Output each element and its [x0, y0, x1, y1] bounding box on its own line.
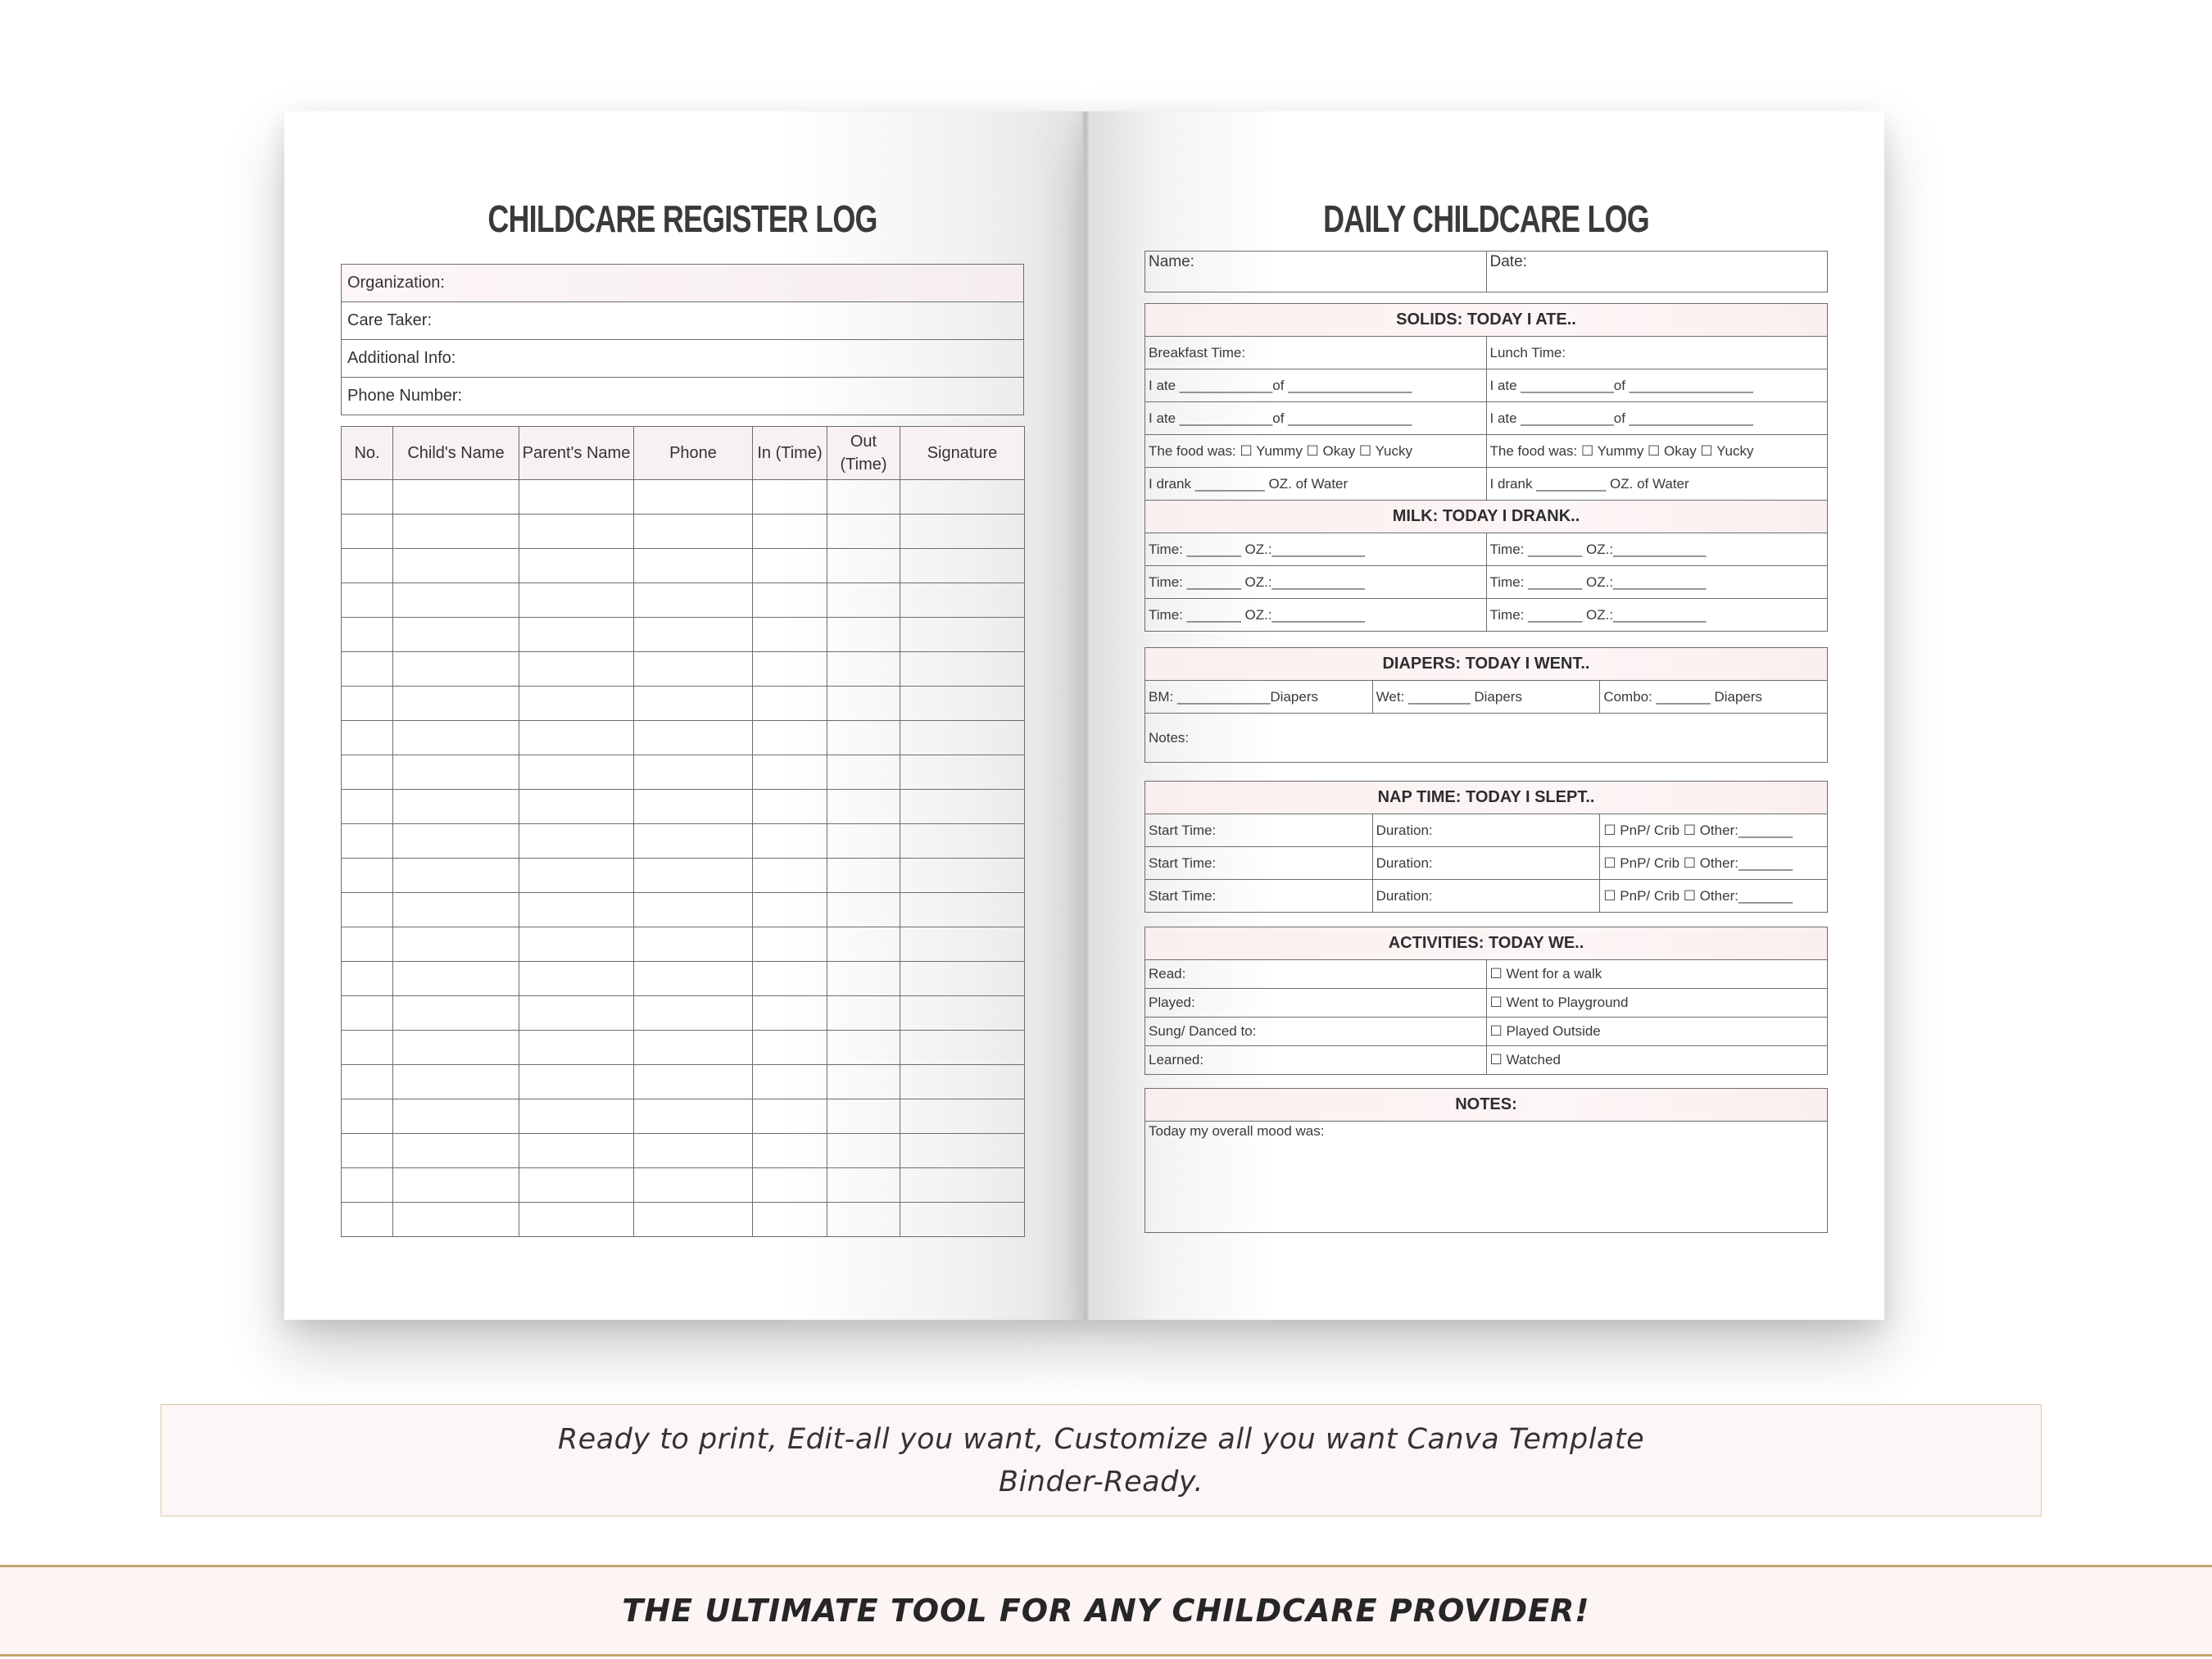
nap-start-2[interactable]: Start Time:	[1145, 847, 1373, 880]
register-cell[interactable]	[753, 583, 827, 618]
register-cell[interactable]	[393, 996, 519, 1031]
diapers-row	[1145, 681, 1828, 714]
register-cell[interactable]	[519, 618, 634, 652]
nap-place-3[interactable]: ☐ PnP/ Crib ☐ Other:_______	[1600, 880, 1828, 913]
register-cell[interactable]	[753, 1168, 827, 1203]
nap-row	[1145, 847, 1828, 880]
banner-line-1: Ready to print, Edit-all you want, Customize all you want Canva Template	[557, 1422, 1645, 1456]
register-cell[interactable]	[900, 927, 1025, 962]
register-cell[interactable]	[519, 927, 634, 962]
register-cell[interactable]	[393, 514, 519, 549]
register-cell[interactable]	[519, 962, 634, 996]
ate-right-2[interactable]: I ate ____________of ________________	[1486, 402, 1828, 435]
register-cell[interactable]	[393, 1168, 519, 1203]
register-cell[interactable]	[827, 824, 900, 859]
register-cell[interactable]	[753, 687, 827, 721]
table-row	[342, 755, 1025, 790]
register-cell[interactable]	[900, 996, 1025, 1031]
register-cell[interactable]	[519, 1134, 634, 1168]
nap-duration-2[interactable]: Duration:	[1372, 847, 1600, 880]
activity-learned[interactable]: Learned:	[1145, 1046, 1487, 1075]
register-cell[interactable]	[393, 755, 519, 790]
register-body	[342, 480, 1025, 1237]
notes-header: NOTES:	[1145, 1089, 1828, 1122]
table-row	[342, 893, 1025, 927]
register-cell[interactable]	[393, 859, 519, 893]
register-cell[interactable]	[393, 618, 519, 652]
register-cell[interactable]	[634, 1203, 753, 1237]
register-cell[interactable]	[393, 1203, 519, 1237]
activities-row	[1145, 1018, 1828, 1046]
register-cell[interactable]	[827, 1203, 900, 1237]
register-cell[interactable]	[634, 1134, 753, 1168]
register-cell[interactable]	[634, 1031, 753, 1065]
diapers-combo[interactable]: Combo: _______ Diapers	[1600, 681, 1828, 714]
table-row	[342, 1099, 1025, 1134]
register-cell[interactable]	[900, 790, 1025, 824]
feature-banner	[161, 1404, 2042, 1516]
register-cell[interactable]	[634, 927, 753, 962]
register-table	[341, 426, 1025, 1237]
register-cell[interactable]	[900, 1099, 1025, 1134]
activities-header: ACTIVITIES: TODAY WE..	[1145, 927, 1828, 960]
col-phone: Phone	[634, 427, 753, 480]
table-row	[342, 1168, 1025, 1203]
register-cell[interactable]	[634, 755, 753, 790]
register-cell[interactable]	[342, 721, 393, 755]
date-field[interactable]: Date:	[1486, 252, 1828, 292]
register-cell[interactable]	[634, 824, 753, 859]
info-additional: Additional Info:	[342, 340, 1024, 378]
register-cell[interactable]	[634, 1099, 753, 1134]
milk-right-2[interactable]: Time: _______ OZ.:____________	[1486, 566, 1828, 599]
register-cell[interactable]	[342, 618, 393, 652]
register-cell[interactable]	[634, 549, 753, 583]
nap-row	[1145, 814, 1828, 847]
table-row	[342, 652, 1025, 687]
table-row	[342, 1031, 1025, 1065]
register-cell[interactable]	[634, 652, 753, 687]
diapers-bm[interactable]: BM: ____________Diapers	[1145, 681, 1373, 714]
register-cell[interactable]	[827, 687, 900, 721]
milk-header: MILK: TODAY I DRANK..	[1145, 501, 1828, 533]
register-cell[interactable]	[753, 1065, 827, 1099]
milk-row	[1145, 599, 1828, 632]
register-cell[interactable]	[900, 755, 1025, 790]
register-cell[interactable]	[827, 1134, 900, 1168]
table-row	[342, 859, 1025, 893]
register-cell[interactable]	[519, 514, 634, 549]
register-cell[interactable]	[827, 790, 900, 824]
milk-right-1[interactable]: Time: _______ OZ.:____________	[1486, 533, 1828, 566]
register-cell[interactable]	[827, 583, 900, 618]
drank-left[interactable]: I drank _________ OZ. of Water	[1145, 468, 1487, 501]
table-row	[342, 790, 1025, 824]
table-row	[342, 962, 1025, 996]
register-info-table	[341, 264, 1024, 415]
nap-place-2[interactable]: ☐ PnP/ Crib ☐ Other:_______	[1600, 847, 1828, 880]
activities-section	[1145, 927, 1828, 1075]
register-cell[interactable]	[900, 721, 1025, 755]
table-row	[342, 996, 1025, 1031]
info-organization: Organization:	[342, 265, 1024, 302]
register-cell[interactable]	[393, 962, 519, 996]
register-header-row	[342, 427, 1025, 480]
activities-row	[1145, 1046, 1828, 1075]
register-cell[interactable]	[827, 514, 900, 549]
register-cell[interactable]	[827, 996, 900, 1031]
milk-row	[1145, 533, 1828, 566]
register-cell[interactable]	[753, 790, 827, 824]
solids-row	[1145, 468, 1828, 501]
register-cell[interactable]	[519, 996, 634, 1031]
register-cell[interactable]	[519, 755, 634, 790]
register-cell[interactable]	[342, 927, 393, 962]
register-cell[interactable]	[900, 618, 1025, 652]
table-row	[342, 480, 1025, 514]
activity-playground[interactable]: ☐ Went to Playground	[1486, 989, 1828, 1018]
activities-row	[1145, 989, 1828, 1018]
table-row	[342, 1203, 1025, 1237]
milk-right-3[interactable]: Time: _______ OZ.:____________	[1486, 599, 1828, 632]
register-title: CHILDCARE REGISTER LOG	[487, 197, 877, 240]
register-cell[interactable]	[342, 1168, 393, 1203]
table-row	[342, 618, 1025, 652]
milk-left-3[interactable]: Time: _______ OZ.:____________	[1145, 599, 1487, 632]
register-cell[interactable]	[519, 1065, 634, 1099]
table-row	[342, 1065, 1025, 1099]
lunch-time[interactable]: Lunch Time:	[1486, 337, 1828, 369]
register-cell[interactable]	[342, 1099, 393, 1134]
activity-sung[interactable]: Sung/ Danced to:	[1145, 1018, 1487, 1046]
register-cell[interactable]	[393, 1099, 519, 1134]
register-cell[interactable]	[827, 1168, 900, 1203]
activity-outside[interactable]: ☐ Played Outside	[1486, 1018, 1828, 1046]
register-cell[interactable]	[519, 1168, 634, 1203]
drank-right[interactable]: I drank _________ OZ. of Water	[1486, 468, 1828, 501]
register-cell[interactable]	[519, 1031, 634, 1065]
table-row	[342, 687, 1025, 721]
register-cell[interactable]	[393, 652, 519, 687]
activity-walk[interactable]: ☐ Went for a walk	[1486, 960, 1828, 989]
table-row	[342, 824, 1025, 859]
register-cell[interactable]	[634, 618, 753, 652]
register-cell[interactable]	[900, 549, 1025, 583]
col-no: No.	[342, 427, 393, 480]
name-field[interactable]: Name:	[1145, 252, 1487, 292]
activity-watched[interactable]: ☐ Watched	[1486, 1046, 1828, 1075]
col-childs-name: Child's Name	[393, 427, 519, 480]
register-cell[interactable]	[753, 1031, 827, 1065]
register-cell[interactable]	[900, 962, 1025, 996]
register-cell[interactable]	[519, 721, 634, 755]
register-cell[interactable]	[393, 549, 519, 583]
register-cell[interactable]	[753, 549, 827, 583]
register-cell[interactable]	[753, 618, 827, 652]
register-cell[interactable]	[827, 1099, 900, 1134]
info-phone-number: Phone Number:	[342, 378, 1024, 415]
register-cell[interactable]	[519, 790, 634, 824]
register-cell[interactable]	[753, 514, 827, 549]
register-cell[interactable]	[393, 824, 519, 859]
milk-left-1[interactable]: Time: _______ OZ.:____________	[1145, 533, 1487, 566]
register-cell[interactable]	[519, 824, 634, 859]
nap-start-3[interactable]: Start Time:	[1145, 880, 1373, 913]
register-cell[interactable]	[342, 755, 393, 790]
register-cell[interactable]	[753, 927, 827, 962]
register-cell[interactable]	[753, 996, 827, 1031]
register-cell[interactable]	[393, 790, 519, 824]
register-cell[interactable]	[827, 652, 900, 687]
register-cell[interactable]	[393, 480, 519, 514]
table-row	[342, 927, 1025, 962]
diapers-notes[interactable]: Notes:	[1145, 714, 1828, 763]
diapers-header: DIAPERS: TODAY I WENT..	[1145, 648, 1828, 681]
register-cell[interactable]	[393, 893, 519, 927]
register-cell[interactable]	[634, 893, 753, 927]
diapers-wet[interactable]: Wet: ________ Diapers	[1372, 681, 1600, 714]
register-cell[interactable]	[827, 962, 900, 996]
register-cell[interactable]	[342, 1203, 393, 1237]
ate-left-1[interactable]: I ate ____________of ________________	[1145, 369, 1487, 402]
activity-read[interactable]: Read:	[1145, 960, 1487, 989]
register-cell[interactable]	[753, 755, 827, 790]
register-cell[interactable]	[827, 721, 900, 755]
col-out-time: Out (Time)	[827, 427, 900, 480]
nap-place-1[interactable]: ☐ PnP/ Crib ☐ Other:_______	[1600, 814, 1828, 847]
register-cell[interactable]	[900, 893, 1025, 927]
footer-text: THE ULTIMATE TOOL FOR ANY CHILDCARE PROVIDER!	[622, 1593, 1590, 1629]
register-cell[interactable]	[900, 1203, 1025, 1237]
register-cell[interactable]	[342, 652, 393, 687]
register-cell[interactable]	[342, 859, 393, 893]
register-cell[interactable]	[900, 1168, 1025, 1203]
diapers-section	[1145, 647, 1828, 763]
register-cell[interactable]	[634, 687, 753, 721]
milk-left-2[interactable]: Time: _______ OZ.:____________	[1145, 566, 1487, 599]
register-cell[interactable]	[519, 480, 634, 514]
ate-left-2[interactable]: I ate ____________of ________________	[1145, 402, 1487, 435]
ate-right-1[interactable]: I ate ____________of ________________	[1486, 369, 1828, 402]
register-cell[interactable]	[393, 927, 519, 962]
register-cell[interactable]	[900, 480, 1025, 514]
register-cell[interactable]	[900, 652, 1025, 687]
register-cell[interactable]	[393, 1031, 519, 1065]
solids-row	[1145, 402, 1828, 435]
food-was-left[interactable]: The food was: ☐ Yummy ☐ Okay ☐ Yucky	[1145, 435, 1487, 468]
register-cell[interactable]	[342, 583, 393, 618]
food-was-right[interactable]: The food was: ☐ Yummy ☐ Okay ☐ Yucky	[1486, 435, 1828, 468]
activity-played[interactable]: Played:	[1145, 989, 1487, 1018]
register-cell[interactable]	[900, 687, 1025, 721]
register-cell[interactable]	[634, 790, 753, 824]
table-row	[342, 721, 1025, 755]
register-cell[interactable]	[342, 893, 393, 927]
table-row	[342, 514, 1025, 549]
register-cell[interactable]	[519, 1203, 634, 1237]
register-cell[interactable]	[393, 1065, 519, 1099]
book-spine	[1082, 111, 1089, 1320]
register-cell[interactable]	[342, 1134, 393, 1168]
register-cell[interactable]	[519, 652, 634, 687]
register-cell[interactable]	[519, 583, 634, 618]
activities-row	[1145, 960, 1828, 989]
register-cell[interactable]	[900, 583, 1025, 618]
footer-banner	[0, 1565, 2212, 1657]
register-cell[interactable]	[900, 1065, 1025, 1099]
table-row	[342, 583, 1025, 618]
register-cell[interactable]	[753, 1099, 827, 1134]
register-cell[interactable]	[634, 480, 753, 514]
register-cell[interactable]	[342, 996, 393, 1031]
register-cell[interactable]	[827, 893, 900, 927]
register-cell[interactable]	[753, 824, 827, 859]
daily-title: DAILY CHILDCARE LOG	[1323, 197, 1649, 240]
info-care-taker: Care Taker:	[342, 302, 1024, 340]
register-cell[interactable]	[342, 549, 393, 583]
milk-row	[1145, 566, 1828, 599]
register-cell[interactable]	[393, 687, 519, 721]
register-cell[interactable]	[827, 927, 900, 962]
register-cell[interactable]	[753, 962, 827, 996]
register-cell[interactable]	[753, 480, 827, 514]
register-cell[interactable]	[519, 859, 634, 893]
col-signature: Signature	[900, 427, 1025, 480]
register-cell[interactable]	[900, 1134, 1025, 1168]
register-cell[interactable]	[634, 514, 753, 549]
register-cell[interactable]	[342, 480, 393, 514]
table-row	[342, 549, 1025, 583]
nap-start-1[interactable]: Start Time:	[1145, 814, 1373, 847]
register-cell[interactable]	[634, 859, 753, 893]
register-cell[interactable]	[519, 549, 634, 583]
register-cell[interactable]	[393, 583, 519, 618]
register-cell[interactable]	[753, 721, 827, 755]
register-cell[interactable]	[634, 1168, 753, 1203]
register-cell[interactable]	[900, 514, 1025, 549]
register-cell[interactable]	[900, 1031, 1025, 1065]
register-cell[interactable]	[634, 1065, 753, 1099]
register-cell[interactable]	[753, 1134, 827, 1168]
register-cell[interactable]	[827, 755, 900, 790]
nap-duration-1[interactable]: Duration:	[1372, 814, 1600, 847]
register-cell[interactable]	[342, 962, 393, 996]
name-date-box	[1145, 251, 1828, 292]
nap-row	[1145, 880, 1828, 913]
register-cell[interactable]	[827, 618, 900, 652]
solids-row	[1145, 435, 1828, 468]
nap-section	[1145, 781, 1828, 913]
register-cell[interactable]	[634, 996, 753, 1031]
register-cell[interactable]	[827, 1031, 900, 1065]
notes-section	[1145, 1088, 1828, 1233]
register-cell[interactable]	[519, 893, 634, 927]
solids-row	[1145, 369, 1828, 402]
register-cell[interactable]	[393, 1134, 519, 1168]
register-cell[interactable]	[342, 687, 393, 721]
register-cell[interactable]	[827, 480, 900, 514]
register-cell[interactable]	[827, 859, 900, 893]
register-cell[interactable]	[342, 514, 393, 549]
register-cell[interactable]	[827, 1065, 900, 1099]
register-cell[interactable]	[827, 549, 900, 583]
register-cell[interactable]	[634, 721, 753, 755]
register-cell[interactable]	[753, 893, 827, 927]
register-cell[interactable]	[519, 1099, 634, 1134]
register-cell[interactable]	[900, 824, 1025, 859]
register-cell[interactable]	[753, 652, 827, 687]
solids-section	[1145, 303, 1828, 632]
register-cell[interactable]	[342, 1065, 393, 1099]
solids-row	[1145, 337, 1828, 369]
register-cell[interactable]	[634, 962, 753, 996]
nap-duration-3[interactable]: Duration:	[1372, 880, 1600, 913]
register-cell[interactable]	[342, 1031, 393, 1065]
register-cell[interactable]	[634, 583, 753, 618]
register-cell[interactable]	[519, 687, 634, 721]
register-cell[interactable]	[393, 721, 519, 755]
col-parents-name: Parent's Name	[519, 427, 634, 480]
table-row	[342, 1134, 1025, 1168]
col-in-time: In (Time)	[753, 427, 827, 480]
banner-line-2: Binder-Ready.	[999, 1465, 1203, 1498]
mood-notes-field[interactable]: Today my overall mood was:	[1145, 1122, 1828, 1233]
register-cell[interactable]	[900, 859, 1025, 893]
register-cell[interactable]	[753, 859, 827, 893]
breakfast-time[interactable]: Breakfast Time:	[1145, 337, 1487, 369]
register-cell[interactable]	[342, 824, 393, 859]
solids-header: SOLIDS: TODAY I ATE..	[1145, 304, 1828, 337]
nap-header: NAP TIME: TODAY I SLEPT..	[1145, 782, 1828, 814]
register-cell[interactable]	[753, 1203, 827, 1237]
register-cell[interactable]	[342, 790, 393, 824]
